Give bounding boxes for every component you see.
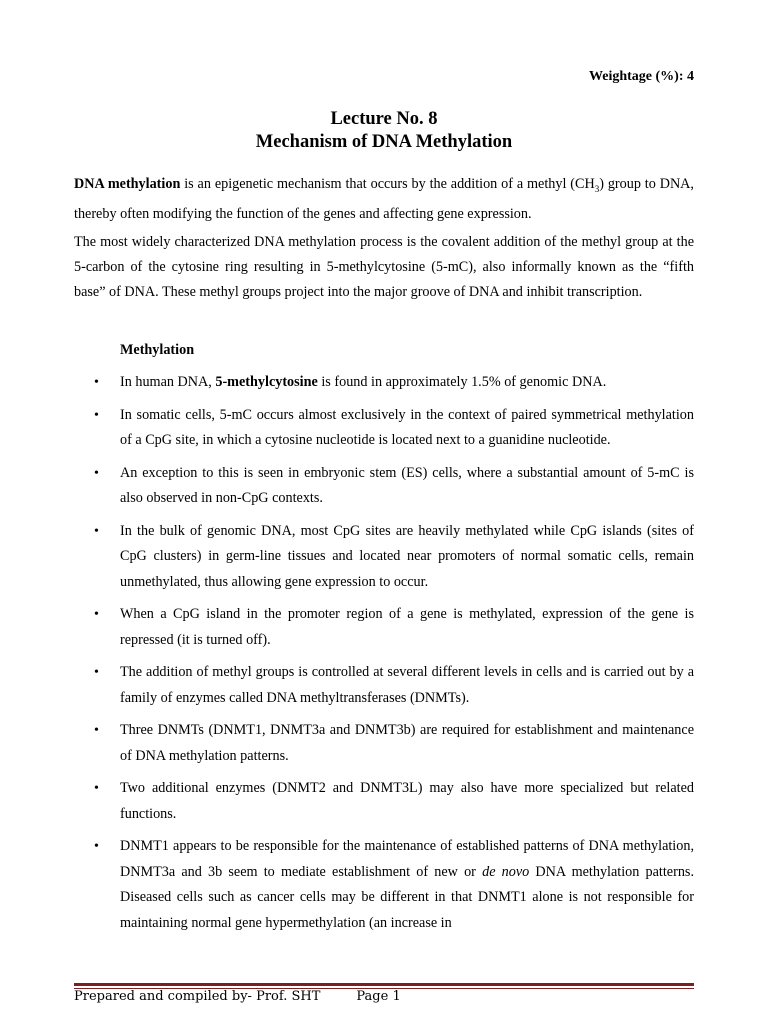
bullet-icon: • [94,607,99,622]
term-de-novo: de novo [482,863,530,880]
bullet-text: In the bulk of genomic DNA, most CpG sites are heavily methylated while CpG islands (sites of CpG clusters) in germ-line tissues and located near promoters of normal somatic cells, remain unmethylated, thus allowing gene expression to occur. [120,522,694,590]
bullet-text: When a CpG island in the promoter region of a gene is methylated, expression of the gene is repressed (it is turned off). [120,606,694,648]
intro-paragraph-1 [74,172,694,227]
lecture-title [74,108,694,154]
bullet-icon: • [94,465,99,481]
document-page [74,0,694,1024]
bullet-text: Two additional enzymes (DNMT2 and DNMT3L) may also have more specialized but related functions. [120,780,694,822]
footer-divider-thick [74,983,694,986]
list-item [74,370,694,396]
term-5-methylcytosine: 5-methylcytosine [215,374,318,390]
list-item [74,403,694,454]
intro-paragraph-2: The most widely characterized DNA methylation process is the covalent addition of the methyl group at the 5-carbon of the cytosine ring resulting in 5-methylcytosine (5-mC), also informally known as the “fifth base” of DNA. These methyl groups project into the major groove of DNA and inhibit transcription. [74,234,694,300]
list-item [74,776,694,827]
bullet-icon: • [94,723,99,738]
list-item [74,461,694,512]
bullet-text: Three DNMTs (DNMT1, DNMT3a and DNMT3b) are required for establishment and maintenance of DNA methylation patterns. [120,722,694,764]
list-item [74,519,694,596]
bullet-icon: • [94,839,99,854]
list-item [74,718,694,769]
term-dna-methylation: DNA methylation [74,176,181,192]
bullet-text: DNA methylation patterns. Diseased cells such as cancer cells may be different in that DNMT1 alone is not responsible for maintaining normal gene hypermethylation (an increase in [120,863,694,931]
bullet-text: DNMT1 appears to be responsible for the maintenance of established patterns of DNA methylation, DNMT3a and 3b seem to mediate establishment of new or [120,838,694,880]
bullet-icon: • [94,781,99,796]
lecture-number: Lecture No. 8 [330,109,438,129]
list-item [74,660,694,711]
bullet-text: In somatic cells, 5-mC occurs almost exclusively in the context of paired symmetrical methylation of a CpG site, in which a cytosine nucleotide is located next to a guanidine nucleotide. [120,406,694,448]
weightage-label: Weightage (%): 4 [589,69,694,84]
bullet-icon: • [94,375,99,390]
bullet-icon: • [94,523,99,539]
intro-text-a: is an epigenetic mechanism that occurs by the addition of a methyl (CH [180,176,595,192]
page-footer [74,989,401,1004]
lecture-topic: Mechanism of DNA Methylation [255,132,513,152]
intro-text-b: ) group to DNA, thereby often modifying the function of the genes and affecting gene expression. [74,176,694,222]
list-item [74,834,694,936]
footer-page-number: Page 1 [356,989,401,1004]
list-item [74,602,694,653]
bullet-text: An exception to this is seen in embryonic stem (ES) cells, where a substantial amount of 5-mC is also observed in non-CpG contexts. [120,464,694,506]
subscript-3: 3 [594,183,600,194]
bullet-text: The addition of methyl groups is controlled at several different levels in cells and is carried out by a family of enzymes called DNA methyltransferases (DNMTs). [120,664,694,706]
bullet-list [74,370,694,943]
bullet-text: In human DNA, [120,374,216,390]
section-heading-methylation: Methylation [120,342,195,358]
footer-prepared-by: Prepared and compiled by- Prof. SHT [74,989,321,1004]
bullet-text: is found in approximately 1.5% of genomic DNA. [317,374,607,390]
bullet-icon: • [94,407,99,423]
bullet-icon: • [94,665,99,680]
